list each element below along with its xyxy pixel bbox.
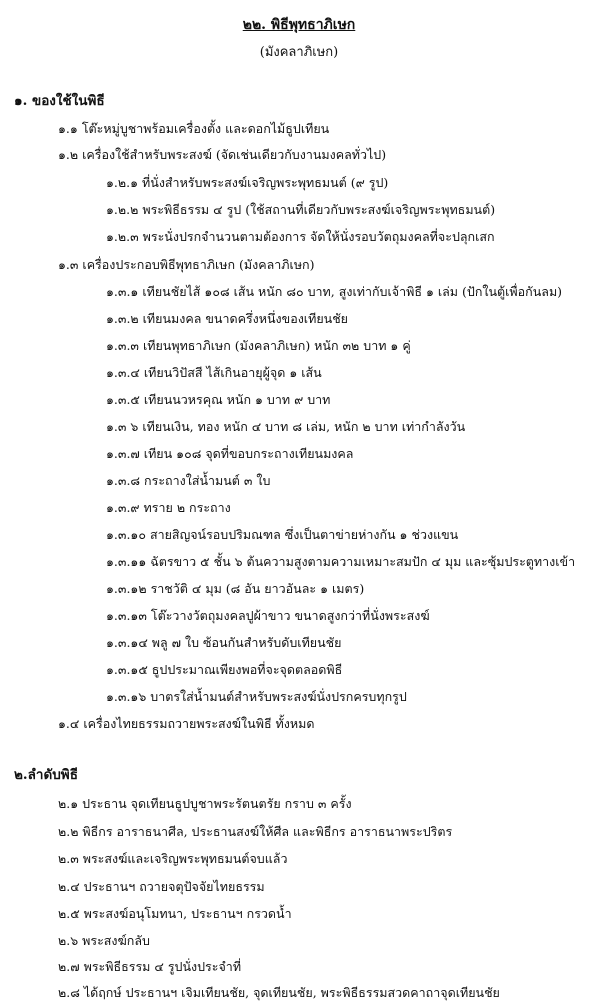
list-item: ๒.๗ พระพิธีธรรม ๔ รูปนั่งประจำที่ bbox=[58, 959, 242, 974]
list-item: ๑.๓.๑๕ ธูปประมาณเพียงพอที่จะจุดตลอดพิธี bbox=[106, 662, 343, 677]
list-item: ๒.๕ พระสงฆ์อนุโมทนา, ประธานฯ กรวดน้ำ bbox=[58, 906, 292, 921]
list-item: ๑.๒.๓ พระนั่งปรกจำนวนตามต้องการ จัดให้นั่งรอบวัตถุมงคลที่จะปลุกเสก bbox=[106, 229, 495, 244]
list-item: ๑.๓.๑๓ โต๊ะวางวัตถุมงคลปูผ้าขาว ขนาดสูงกว่าที่นั่งพระสงฆ์ bbox=[106, 608, 430, 623]
list-item: ๑.๓.๑๐ สายสิญจน์รอบปริมณฑล ซึ่งเป็นตาข่ายห่างกัน ๑ ช่วงแขน bbox=[106, 527, 459, 542]
list-item: ๑.๓.๑๒ ราชวัติ ๔ มุม (๘ อัน ยาวอันละ ๑ เมตร) bbox=[106, 581, 365, 596]
list-item: ๒.๖ พระสงฆ์กลับ bbox=[58, 933, 150, 948]
list-item: ๑.๓.๓ เทียนพุทธาภิเษก (มังคลาภิเษก) หนัก ๓๒ บาท ๑ คู่ bbox=[106, 338, 411, 353]
list-item: ๑.๓.๘ กระถางใส่น้ำมนต์ ๓ ใบ bbox=[106, 473, 271, 488]
section-heading-items: ๑. ของใช้ในพิธี bbox=[14, 93, 105, 109]
list-item: ๑.๒.๑ ที่นั่งสำหรับพระสงฆ์เจริญพระพุทธมนต์ (๙ รูป) bbox=[106, 175, 389, 190]
list-item: ๑.๓.๙ ทราย ๒ กระถาง bbox=[106, 500, 231, 515]
list-item: ๑.๓.๕ เทียนนวหรคุณ หนัก ๑ บาท ๙ บาท bbox=[106, 392, 331, 407]
list-item: ๒.๓ พระสงฆ์และเจริญพระพุทธมนต์จบแล้ว bbox=[58, 851, 288, 866]
list-item: ๑.๓ ๖ เทียนเงิน, ทอง หนัก ๔ บาท ๘ เล่ม, หนัก ๒ บาท เท่ากำลังวัน bbox=[106, 419, 466, 434]
list-item: ๑.๒.๒ พระพิธีธรรม ๔ รูป (ใช้สถานที่เดียวกับพระสงฆ์เจริญพระพุทธมนต์) bbox=[106, 202, 496, 217]
list-item: ๑.๓.๑๑ ฉัตรขาว ๕ ชั้น ๖ ต้นความสูงตามความเหมาะสมปัก ๔ มุม และซุ้มประตูทางเข้า bbox=[106, 554, 576, 569]
list-item: ๑.๓.๑ เทียนชัยไส้ ๑๐๘ เส้น หนัก ๘๐ บาท, สูงเท่ากับเจ้าพิธี ๑ เล่ม (ปักในตู้เพื่อกันลม) bbox=[106, 284, 563, 299]
list-item: ๑.๓.๔ เทียนวิปัสสี ไส้เกินอายุผู้จุด ๑ เส้น bbox=[106, 365, 322, 380]
list-item: ๑.๓.๑๖ บาตรใส่น้ำมนต์สำหรับพระสงฆ์นั่งปรกครบทุกรูป bbox=[106, 689, 407, 704]
list-item: ๑.๑ โต๊ะหมู่บูชาพร้อมเครื่องตั้ง และดอกไม้ธูปเทียน bbox=[58, 121, 330, 136]
section-heading-procedure: ๒.ลำดับพิธี bbox=[14, 767, 78, 783]
list-item: ๒.๒ พิธีกร อาราธนาศีล, ประธานสงฆ์ให้ศีล และพิธีกร อาราธนาพระปริตร bbox=[58, 824, 453, 839]
list-item: ๒.๔ ประธานฯ ถวายจตุปัจจัยไทยธรรม bbox=[58, 879, 265, 894]
list-item: ๑.๔ เครื่องไทยธรรมถวายพระสงฆ์ในพิธี ทั้งหมด bbox=[58, 716, 315, 731]
document-subtitle: (มังคลาภิเษก) bbox=[259, 45, 339, 60]
document-title-text: ๒๒. พิธีพุทธาภิเษก bbox=[242, 17, 356, 33]
list-item: ๑.๓.๒ เทียนมงคล ขนาดครึ่งหนึ่งของเทียนชัย bbox=[106, 311, 348, 326]
list-item: ๒.๘ ได้ฤกษ์ ประธานฯ เจิมเทียนชัย, จุดเทียนชัย, พระพิธีธรรมสวดคาถาจุดเทียนชัย bbox=[58, 985, 500, 1000]
document-title bbox=[0, 14, 598, 36]
list-item: ๑.๓ เครื่องประกอบพิธีพุทธาภิเษก (มังคลาภิเษก) bbox=[58, 257, 315, 272]
list-item: ๒.๑ ประธาน จุดเทียนธูปบูชาพระรัตนตรัย กราบ ๓ ครั้ง bbox=[58, 796, 352, 811]
list-item: ๑.๓.๗ เทียน ๑๐๘ จุดที่ขอบกระถางเทียนมงคล bbox=[106, 446, 354, 461]
list-item: ๑.๒ เครื่องใช้สำหรับพระสงฆ์ (จัดเช่นเดียวกับงานมงคลทั่วไป) bbox=[58, 147, 387, 162]
list-item: ๑.๓.๑๔ พลู ๗ ใบ ซ้อนกันสำหรับดับเทียนชัย bbox=[106, 635, 342, 650]
